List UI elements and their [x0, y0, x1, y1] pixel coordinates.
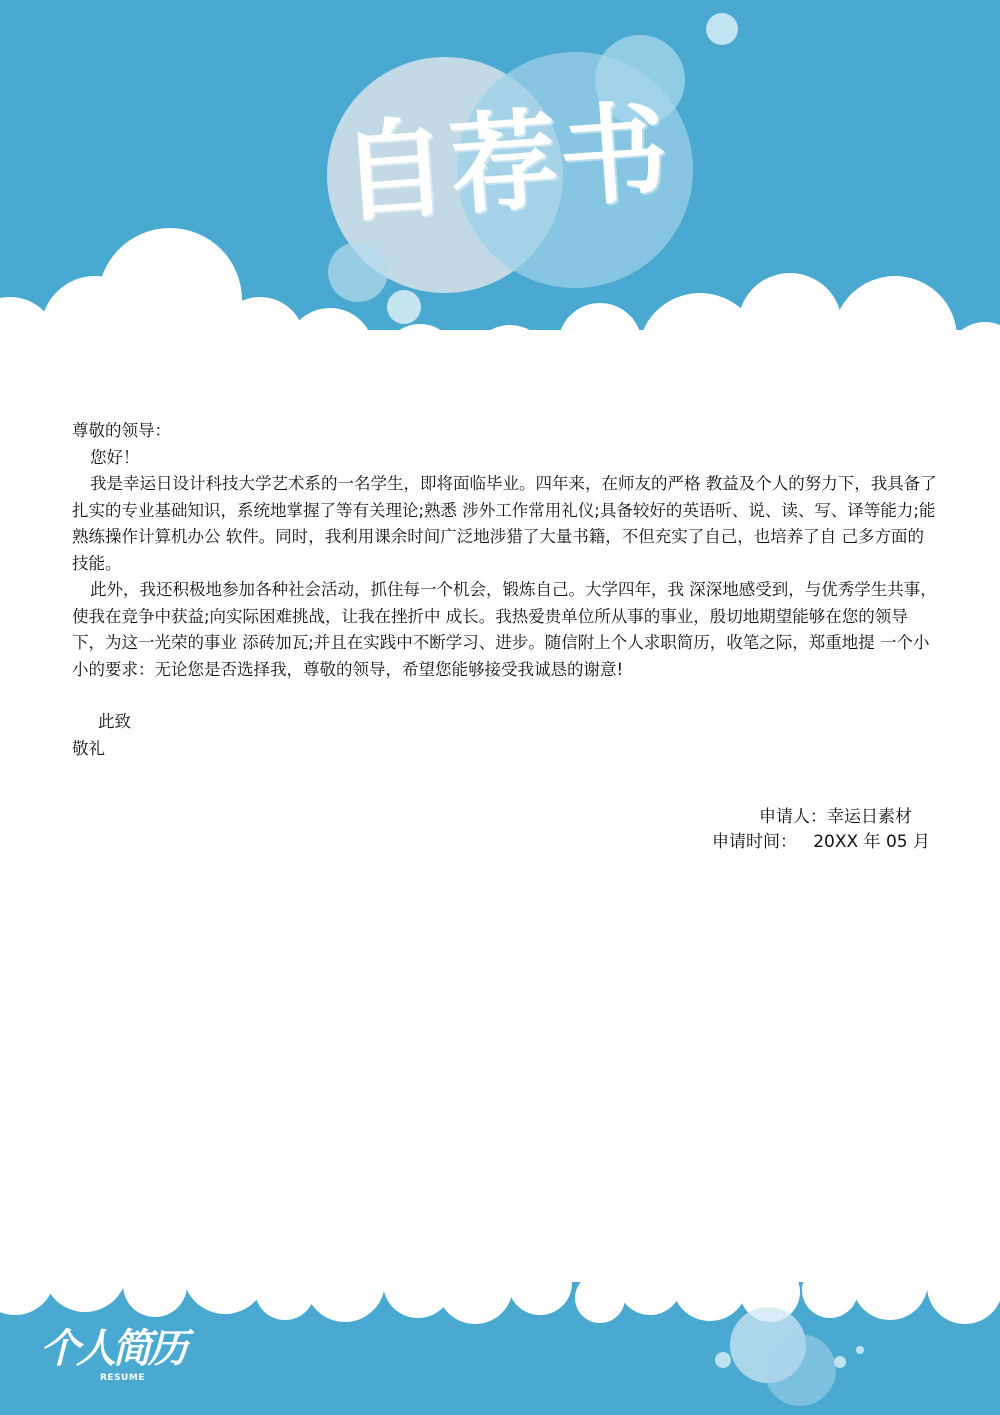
signature-block	[560, 805, 930, 855]
letter-greeting: 您好！	[90, 447, 140, 467]
date-label: 申请时间：	[712, 832, 797, 852]
bubble-left-small	[328, 242, 388, 302]
letter-paragraph: 此外，我还积极地参加各种社会活动，抓住每一个机会，锻炼自己。大学四年，我 深深地感受到，与优秀学生共事，使我在竞争中获益;向实际困难挑战，让我在挫折中 成长。我热爱贵单位所从事的事业，殷切地期望能够在您的领导下，为这一光荣的事业 添砖加瓦;并且在实践中不断学习、进步。随信附上个人求职简历，收笔之际，郑重地提 一个小小的要求：无论您是否选择我，尊敬的领导，希望您能够接受我诚恳的谢意!	[72, 580, 937, 679]
letter-body	[72, 418, 938, 762]
paragraph-gap	[72, 683, 938, 709]
date-value: 20XX 年 05 月	[813, 832, 930, 852]
date-line	[560, 830, 930, 855]
letter-closing-jing-li: 敬礼	[72, 738, 105, 758]
letter-paragraph: 我是幸运日设计科技大学艺术系的一名学生，即将面临毕业。四年来，在师友的严格 教益及个人的努力下，我具备了扎实的专业基础知识，系统地掌握了等有关理论;熟悉 涉外工作常用礼仪;具备较好的英语听、说、读、写、译等能力;能熟练操作计算机办公 软件。同时，我利用课余时间广泛地涉猎了大量书籍，不但充实了自己，也培养了自 己多方面的技能。	[72, 474, 937, 573]
logo-sub-text: RESUME	[100, 1373, 145, 1383]
applicant-line	[560, 805, 930, 830]
page-title: 自荐书	[336, 88, 675, 238]
bubble-small-top	[706, 13, 738, 45]
applicant-name: 幸运日素材	[827, 807, 912, 827]
logo-main-text: 个人简历	[40, 1326, 184, 1372]
bubble-bottom-small	[387, 290, 421, 324]
resume-logo	[40, 1326, 184, 1390]
letter-salutation: 尊敬的领导：	[72, 421, 171, 440]
applicant-label: 申请人：	[759, 807, 827, 827]
letter-closing-ci-zhi: 此致	[98, 712, 131, 731]
